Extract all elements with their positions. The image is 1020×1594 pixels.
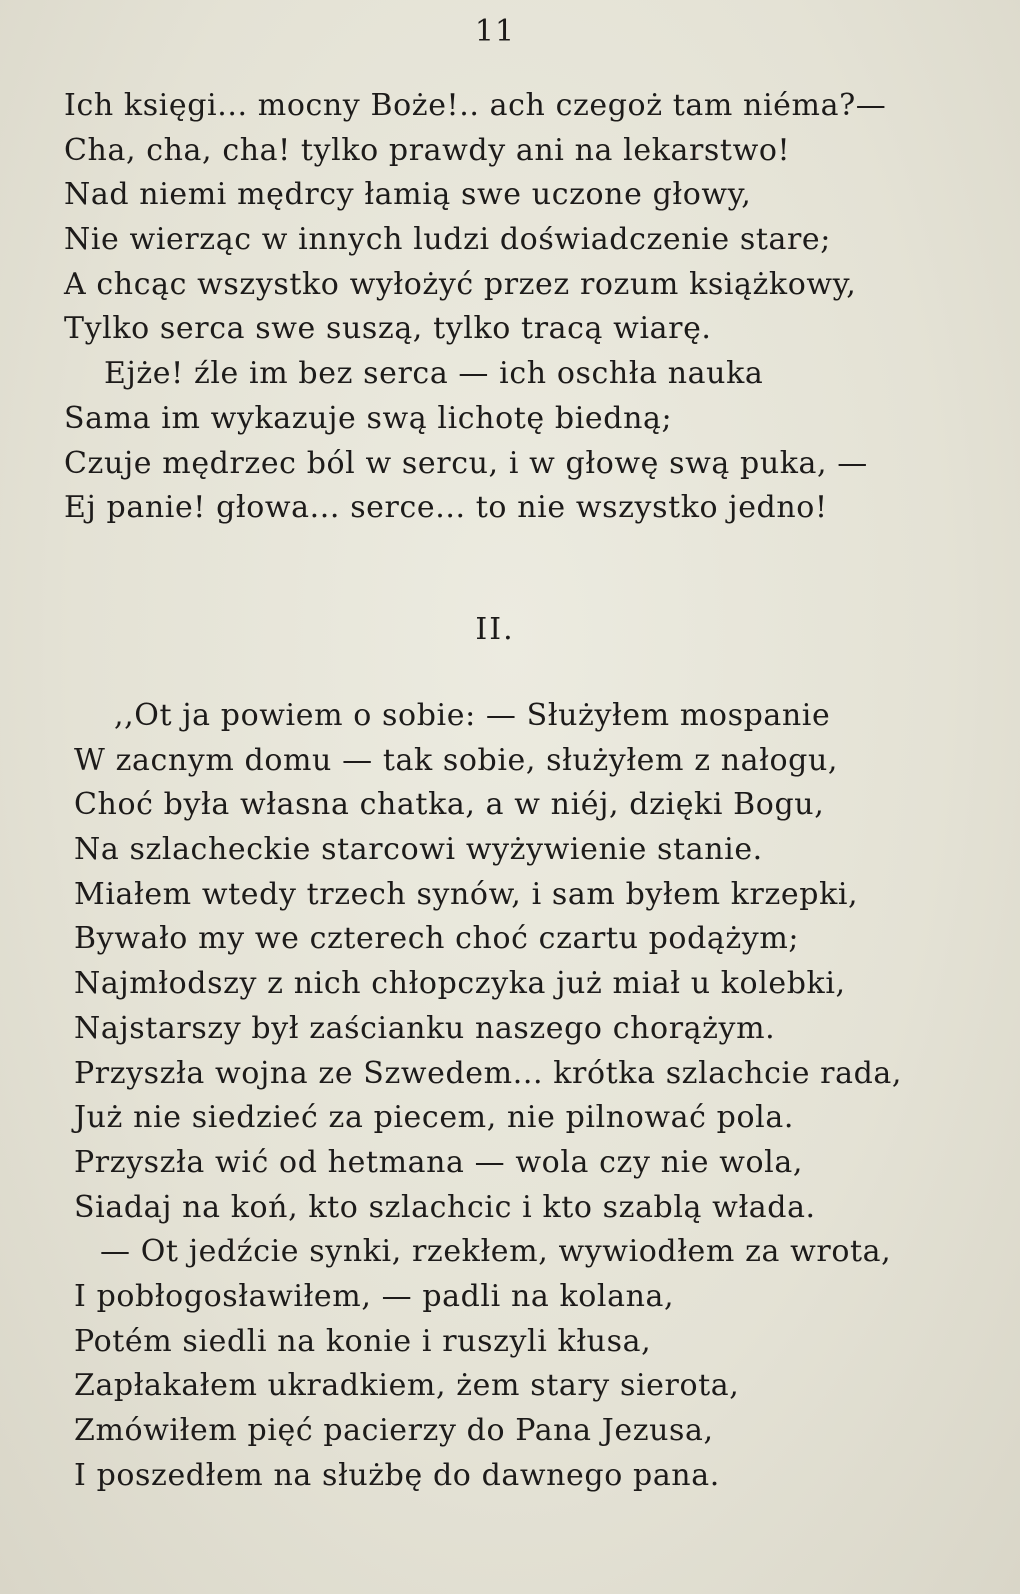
poem-line: Czuje mędrzec ból w sercu, i w głowę swą puka, — [64, 445, 868, 481]
poem-line: Zapłakałem ukradkiem, żem stary sierota, [74, 1368, 740, 1404]
poem-line: Potém siedli na konie i ruszyli kłusa, [74, 1323, 652, 1359]
poem-line: Ej panie! głowa... serce... to nie wszystko jedno! [64, 490, 828, 526]
poem-line: Najmłodszy z nich chłopczyka już miał u kolebki, [74, 966, 846, 1002]
poem-line: Nad niemi mędrcy łamią swe uczone głowy, [64, 177, 752, 213]
poem-line: I poszedłem na służbę do dawnego pana. [74, 1457, 720, 1493]
poem-stanza-2 [74, 694, 902, 1498]
poem-line: Ich księgi... mocny Boże!.. ach czegoż tam niéma?— [64, 88, 887, 123]
poem-stanza-1 [64, 84, 886, 531]
poem-line: Bywało my we czterech choć czartu podążym; [74, 921, 800, 957]
poem-line: Przyszła wojna ze Szwedem... krótka szlachcie rada, [74, 1055, 903, 1091]
poem-line: Najstarszy był zaścianku naszego chorążym. [74, 1010, 776, 1046]
poem-line: — Ot jedźcie synki, rzekłem, wywiodłem za wrota, [100, 1234, 892, 1270]
poem-line: Na szlacheckie starcowi wyżywienie stanie. [74, 832, 763, 868]
poem-line: Zmówiłem pięć pacierzy do Pana Jezusa, [74, 1413, 714, 1448]
poem-line: A chcąc wszystko wyłożyć przez rozum książkowy, [64, 266, 857, 302]
page-number: 11 [474, 14, 516, 49]
poem-line: Tylko serca swe suszą, tylko tracą wiarę. [64, 311, 712, 347]
poem-line: Przyszła wić od hetmana — wola czy nie wola, [74, 1144, 803, 1180]
poem-line: Choć była własna chatka, a w niéj, dzięki Bogu, [74, 787, 825, 823]
poem-line: I pobłogosławiłem, — padli na kolana, [74, 1278, 675, 1314]
poem-line: Sama im wykazuje swą lichotę biedną; [64, 400, 673, 436]
poem-line: Nie wierząc w innych ludzi doświadczenie stare; [64, 222, 831, 258]
poem-line: ,,Ot ja powiem o sobie: — Służyłem mospanie [114, 698, 831, 733]
poem-line: Cha, cha, cha! tylko prawdy ani na lekarstwo! [64, 132, 791, 168]
section-heading: II. [475, 612, 515, 647]
poem-line: W zacnym domu — tak sobie, służyłem z nałogu, [74, 742, 839, 778]
poem-line: Ejże! źle im bez serca — ich oschła nauka [104, 356, 764, 392]
poem-line: Siadaj na koń, kto szlachcic i kto szablą włada. [74, 1189, 816, 1225]
poem-line: Miałem wtedy trzech synów, i sam byłem krzepki, [74, 876, 859, 912]
poem-line: Już nie siedzieć za piecem, nie pilnować pola. [74, 1100, 794, 1136]
